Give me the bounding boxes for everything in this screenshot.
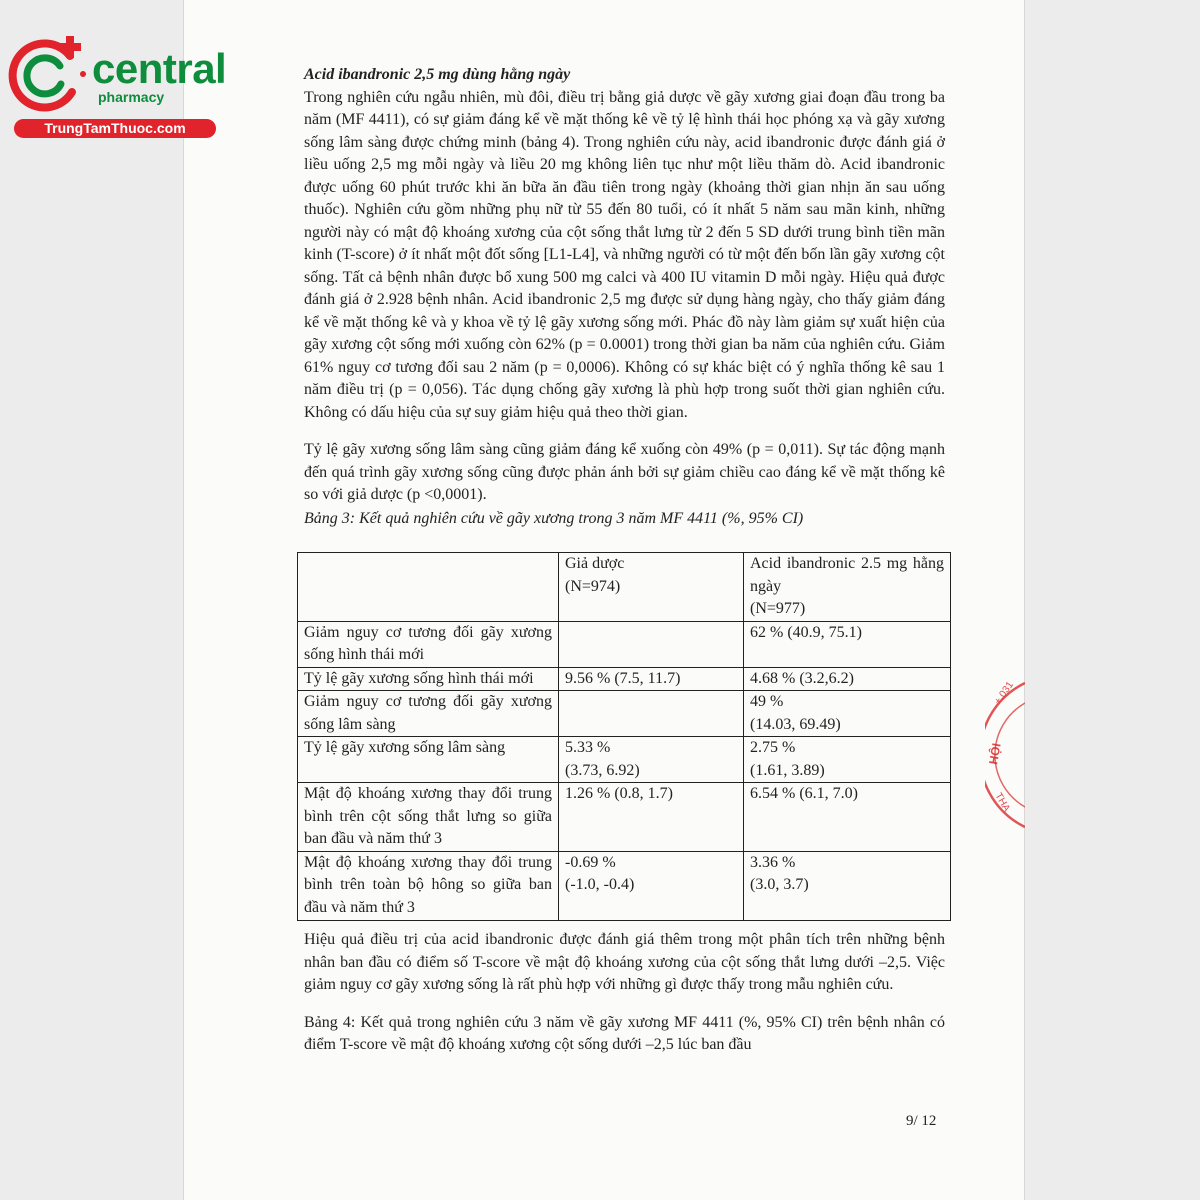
placebo-cell	[559, 691, 744, 737]
header-cell-placebo	[559, 553, 744, 622]
placebo-cell	[559, 851, 744, 920]
ibandronic-value: 3.36 %	[750, 853, 796, 871]
table-caption: Bảng 3: Kết quả nghiên cứu về gãy xương trong 3 năm MF 4411 (%, 95% CI)	[304, 509, 804, 527]
ibandronic-cell	[744, 621, 951, 667]
table-row	[298, 783, 951, 852]
row-label: Tỷ lệ gãy xương sống hình thái mới	[298, 667, 559, 691]
header-cell-empty	[298, 553, 559, 622]
placebo-ci: (-1.0, -0.4)	[565, 876, 635, 893]
seal-text-mid: HỘI	[986, 742, 1004, 766]
placebo-value: 5.33 %	[565, 739, 611, 756]
page-number: 9/ 12	[906, 1113, 937, 1129]
ibandronic-cell	[744, 783, 951, 852]
table-row	[298, 737, 951, 783]
ibandronic-value: 2.75 %	[750, 739, 796, 756]
row-label: Mật độ khoáng xương thay đổi trung bình trên toàn bộ hông so giữa ban đầu và năm thứ 3	[298, 851, 559, 920]
table-row	[298, 667, 951, 691]
header-ibandronic-n: (N=977)	[750, 600, 806, 617]
placebo-cell	[559, 667, 744, 691]
header-ibandronic-label: Acid ibandronic 2.5 mg hằng ngày	[750, 555, 944, 595]
ibandronic-cell	[744, 851, 951, 920]
table-row	[298, 691, 951, 737]
ibandronic-ci: (3.0, 3.7)	[750, 876, 809, 893]
body-paragraph-4: Bảng 4: Kết quả trong nghiên cứu 3 năm về gãy xương MF 4411 (%, 95% CI) trên bệnh nhân có điểm T-score về mật độ khoáng xương cột sống dưới –2,5 lúc ban đầu	[304, 1013, 945, 1053]
row-label: Giảm nguy cơ tương đối gãy xương sống lâm sàng	[298, 691, 559, 737]
logo-wordmark: central	[92, 45, 227, 92]
ibandronic-cell	[744, 691, 951, 737]
ibandronic-ci: (14.03, 69.49)	[750, 715, 841, 733]
body-paragraph-3: Hiệu quả điều trị của acid ibandronic được đánh giá thêm trong một phân tích trên những bệnh nhân ban đầu có điểm số T-score về mật độ khoáng xương của cột sống thắt lưng dưới –2,5. Việc giảm nguy cơ gãy xương sống là rất phù hợp với những gì được thấy trong mẫu nghiên cứu.	[304, 931, 945, 993]
document-content	[304, 64, 945, 529]
seal-text-top: +.031	[992, 679, 1016, 707]
placebo-cell	[559, 783, 744, 852]
ibandronic-cell	[744, 737, 951, 783]
logo-website-banner: TrungTamThuoc.com	[14, 119, 216, 138]
section-heading: Acid ibandronic 2,5 mg dùng hằng ngày	[304, 66, 571, 83]
header-placebo-n: (N=974)	[565, 577, 621, 595]
central-pharmacy-logo[interactable]	[8, 34, 227, 144]
placebo-cell	[559, 737, 744, 783]
row-label: Mật độ khoáng xương thay đổi trung bình trên cột sống thắt lưng so giữa ban đầu và năm thứ 3	[298, 783, 559, 852]
table-header-row	[298, 553, 951, 622]
placebo-value: 1.26 % (0.8, 1.7)	[565, 785, 673, 802]
placebo-value: 9.56 % (7.5, 11.7)	[565, 669, 681, 687]
seal-text-bottom: THA	[992, 791, 1012, 814]
results-table	[297, 552, 951, 921]
ibandronic-value: 4.68 % (3.2,6.2)	[750, 669, 854, 687]
ibandronic-cell	[744, 667, 951, 691]
placebo-cell	[559, 621, 744, 667]
table-row	[298, 621, 951, 667]
ibandronic-value: 6.54 % (6.1, 7.0)	[750, 785, 858, 802]
ibandronic-value: 62 % (40.9, 75.1)	[750, 623, 862, 641]
logo-subtitle: pharmacy	[98, 89, 165, 105]
row-label: Tỷ lệ gãy xương sống lâm sàng	[298, 737, 559, 783]
ibandronic-value: 49 %	[750, 693, 784, 710]
pharmacy-cross-icon	[8, 34, 90, 118]
row-label: Giảm nguy cơ tương đối gãy xương sống hình thái mới	[298, 621, 559, 667]
placebo-value: -0.69 %	[565, 853, 616, 871]
document-content-lower	[304, 929, 945, 1057]
official-seal-stamp	[985, 675, 1025, 835]
header-placebo-label: Giả dược	[565, 555, 625, 572]
header-cell-ibandronic	[744, 553, 951, 622]
body-paragraph-2: Tỷ lệ gãy xương sống lâm sàng cũng giảm đáng kể xuống còn 49% (p = 0,011). Sự tác động mạnh đến quá trình gãy xương sống cũng được phản ánh bởi sự giảm chiều cao đáng kể về mặt thống kê so với giả dược (p <0,0001).	[304, 441, 945, 503]
ibandronic-ci: (1.61, 3.89)	[750, 761, 825, 779]
body-paragraph-1: Trong nghiên cứu ngẫu nhiên, mù đôi, điều trị bằng giả dược về gãy xương giai đoạn đầu trong ba năm (MF 4411), có sự giảm đáng kể về mặt thống kê về tỷ lệ hình thái học phóng xạ và gãy xương sống lâm sàng được chứng minh (bảng 4). Trong nghiên cứu này, acid ibandronic được đánh giá ở liều uống 2,5 mg mỗi ngày và liều 20 mg không liên tục như một liều thăm dò. Acid ibandronic được uống 60 phút trước khi ăn bữa ăn đầu tiên trong ngày (khoảng thời gian nhịn ăn sau uống thuốc). Nghiên cứu gồm những phụ nữ từ 55 đến 80 tuổi, có ít nhất 5 năm sau mãn kinh, những người này có mật độ khoáng xương của cột sống thắt lưng từ 2 đến 5 SD dưới trung bình tiền mãn kinh (T-score) ở ít nhất một đốt sống [L1-L4], và những người có từ một đến bốn lần gãy xương cột sống. Tất cả bệnh nhân được bổ xung 500 mg calci và 400 IU vitamin D mỗi ngày. Hiệu quả được đánh giá ở 2.928 bệnh nhân. Acid ibandronic 2,5 mg được sử dụng hàng ngày, cho thấy giảm đáng kể về mặt thống kê và y khoa về tỷ lệ gãy xương sống mới. Phác đồ này làm giảm sự xuất hiện của gãy xương cột sống mới xuống còn 62% (p = 0.0001) trong thời gian ba năm của nghiên cứu. Giảm 61% nguy cơ tương đối sau 2 năm (p = 0,0006). Không có sự khác biệt có ý nghĩa thống kê sau 1 năm điều trị (p = 0,056). Tác dụng chống gãy xương là phù hợp trong suốt thời gian nghiên cứu. Không có dấu hiệu của sự suy giảm hiệu quả theo thời gian.	[304, 88, 945, 421]
placebo-ci: (3.73, 6.92)	[565, 761, 640, 779]
table-row	[298, 851, 951, 920]
